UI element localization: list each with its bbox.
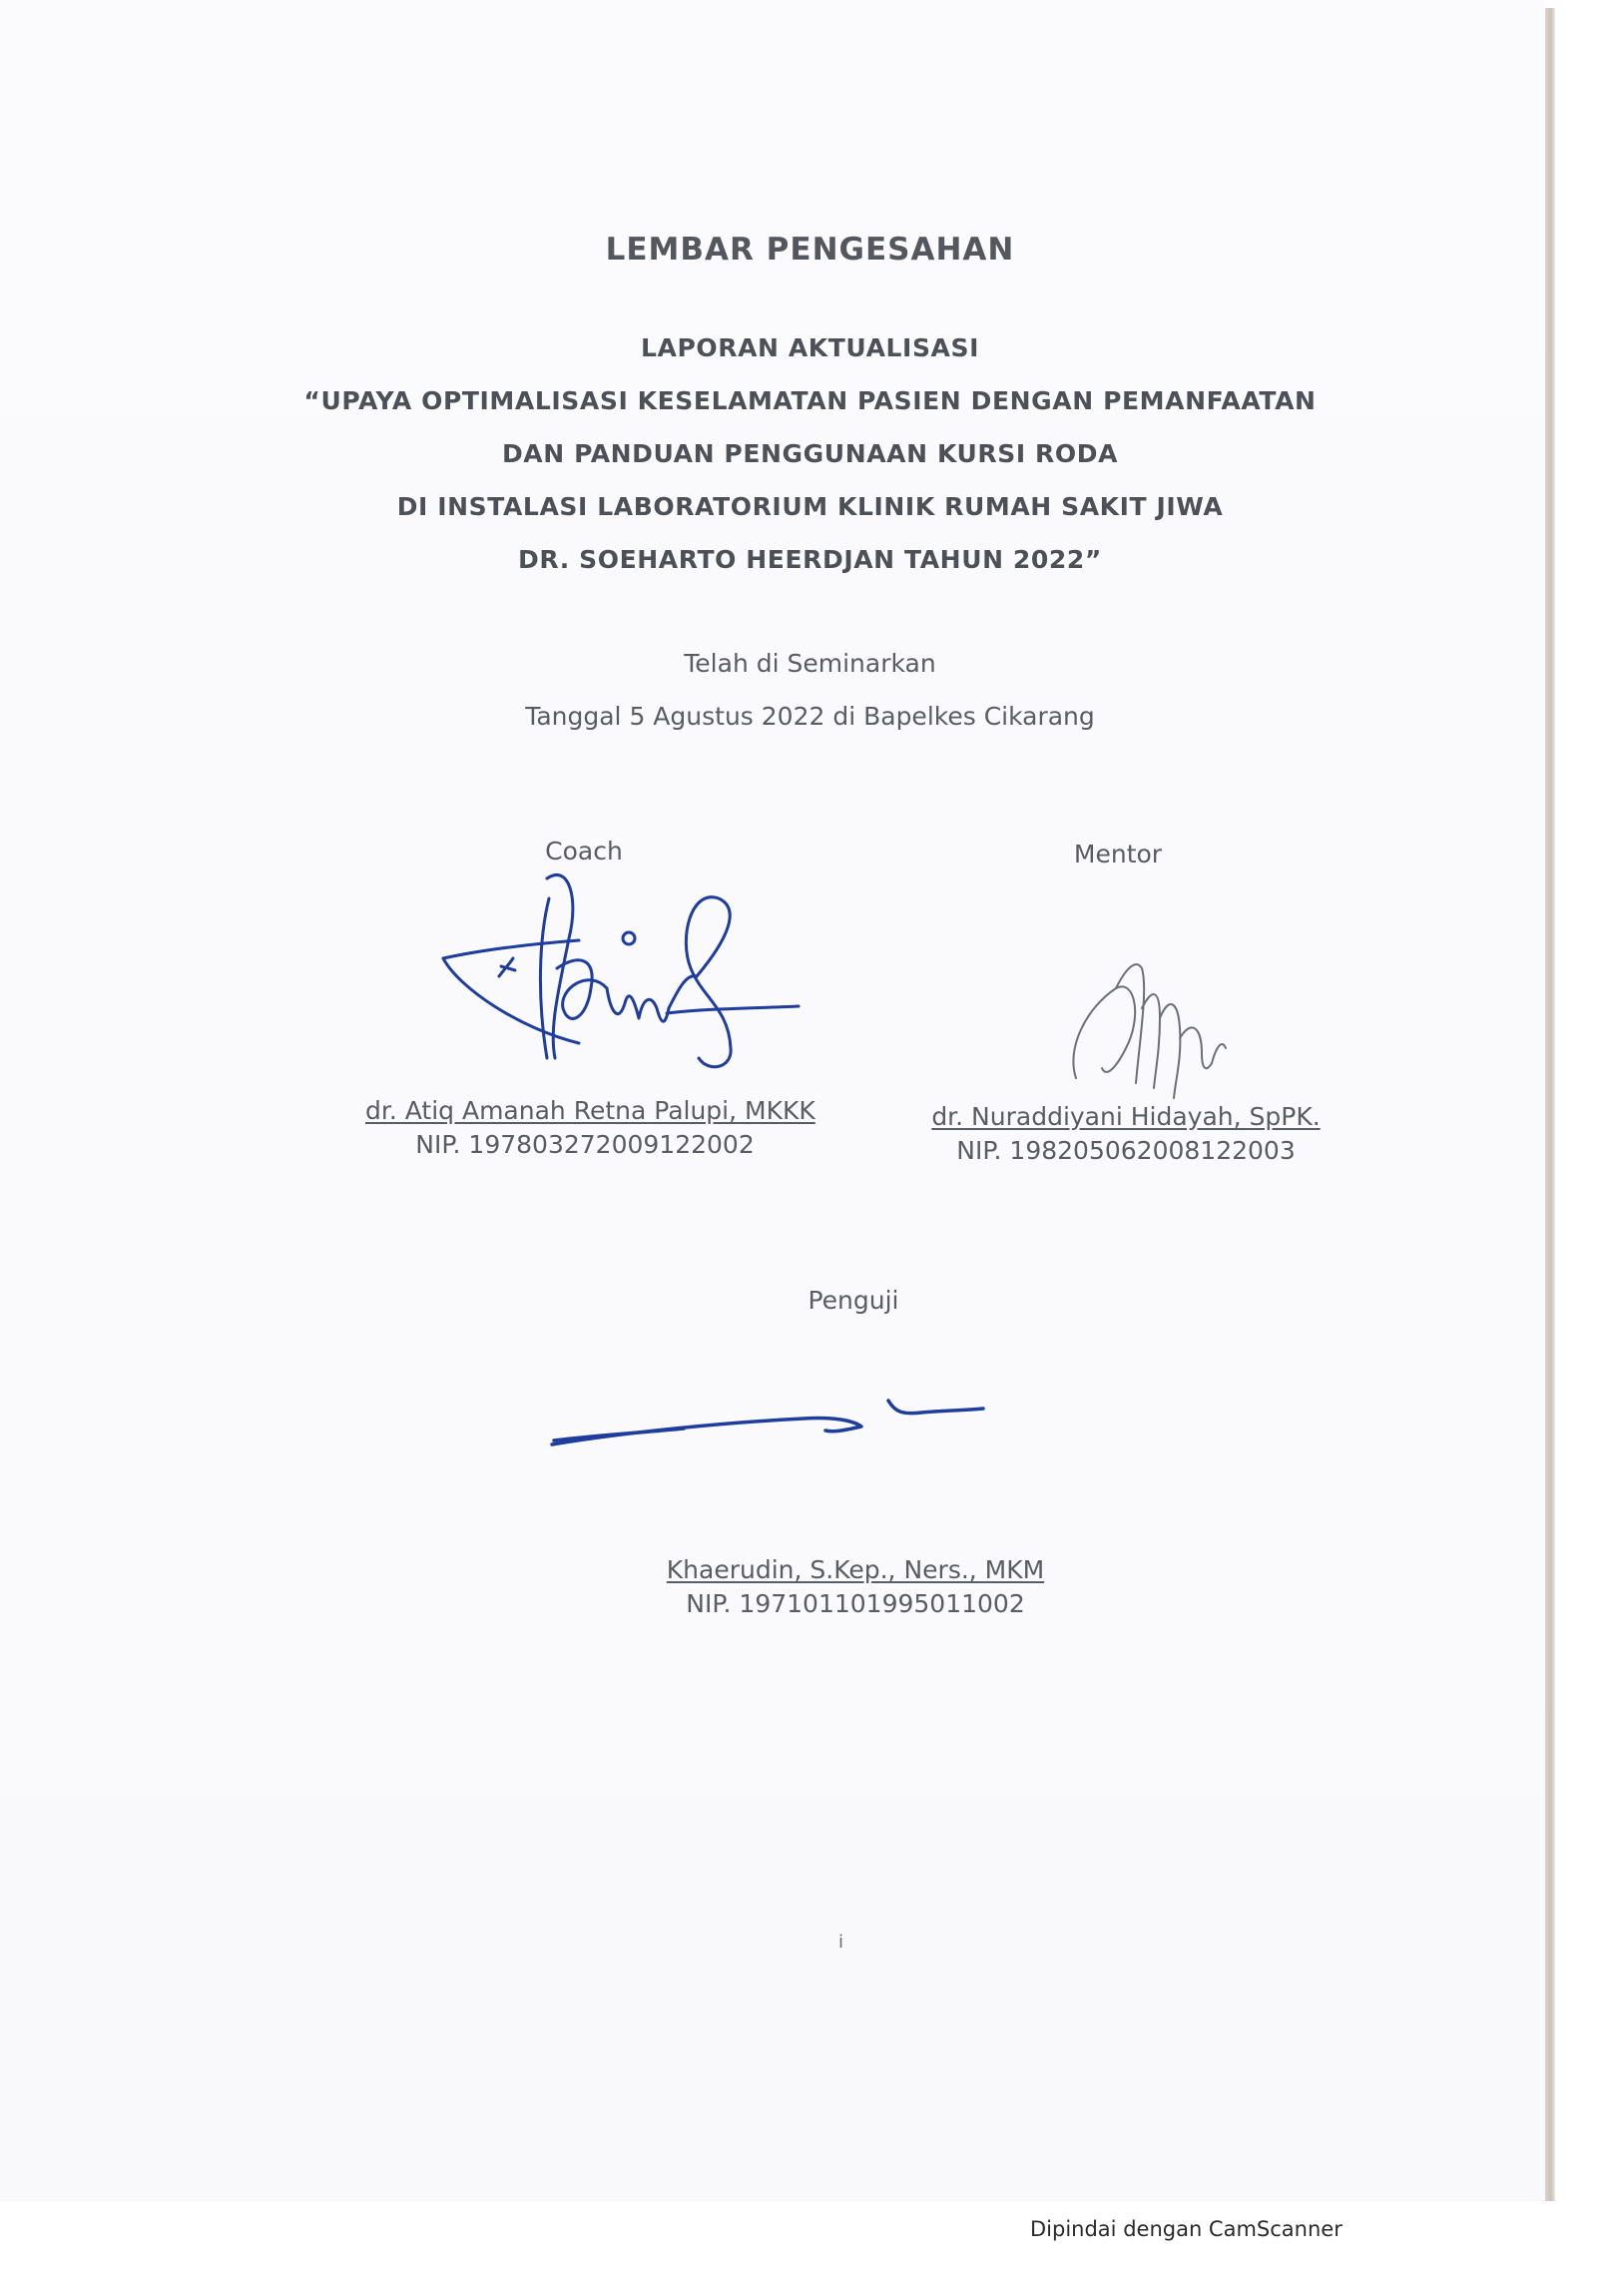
- mentor-signature: [1056, 948, 1256, 1108]
- coach-nip: NIP. 197803272009122002: [415, 1130, 755, 1159]
- coach-role-label: Coach: [545, 837, 623, 865]
- heading-line-2: “UPAYA OPTIMALISASI KESELAMATAN PASIEN DENGAN PEMANFAATAN: [303, 386, 1317, 415]
- heading-line-4: DI INSTALASI LABORATORIUM KLINIK RUMAH SAKIT JIWA: [396, 492, 1224, 521]
- mentor-nip: NIP. 198205062008122003: [956, 1136, 1296, 1165]
- coach-name: dr. Atiq Amanah Retna Palupi, MKKK: [365, 1096, 815, 1125]
- penguji-nip: NIP. 197101101995011002: [686, 1589, 1025, 1618]
- penguji-name: Khaerudin, S.Kep., Ners., MKM: [666, 1555, 1045, 1584]
- penguji-role-label: Penguji: [808, 1286, 899, 1315]
- document-title: LEMBAR PENGESAHAN: [605, 232, 1015, 268]
- scanner-footer-band: [0, 2201, 1620, 2296]
- seminar-date-line: Tanggal 5 Agustus 2022 di Bapelkes Cikarang: [525, 702, 1095, 731]
- camscanner-watermark: Dipindai dengan CamScanner: [1030, 2217, 1343, 2241]
- mentor-name: dr. Nuraddiyani Hidayah, SpPK.: [931, 1102, 1321, 1131]
- page-number: i: [838, 1932, 844, 1953]
- heading-line-1: LAPORAN AKTUALISASI: [640, 333, 980, 362]
- penguji-signature: [544, 1383, 1003, 1452]
- heading-line-5: DR. SOEHARTO HEERDJAN TAHUN 2022”: [518, 545, 1102, 574]
- heading-line-3: DAN PANDUAN PENGGUNAAN KURSI RODA: [501, 439, 1119, 468]
- mentor-role-label: Mentor: [1073, 840, 1163, 868]
- seminar-line: Telah di Seminarkan: [684, 649, 936, 678]
- coach-signature: [429, 859, 809, 1078]
